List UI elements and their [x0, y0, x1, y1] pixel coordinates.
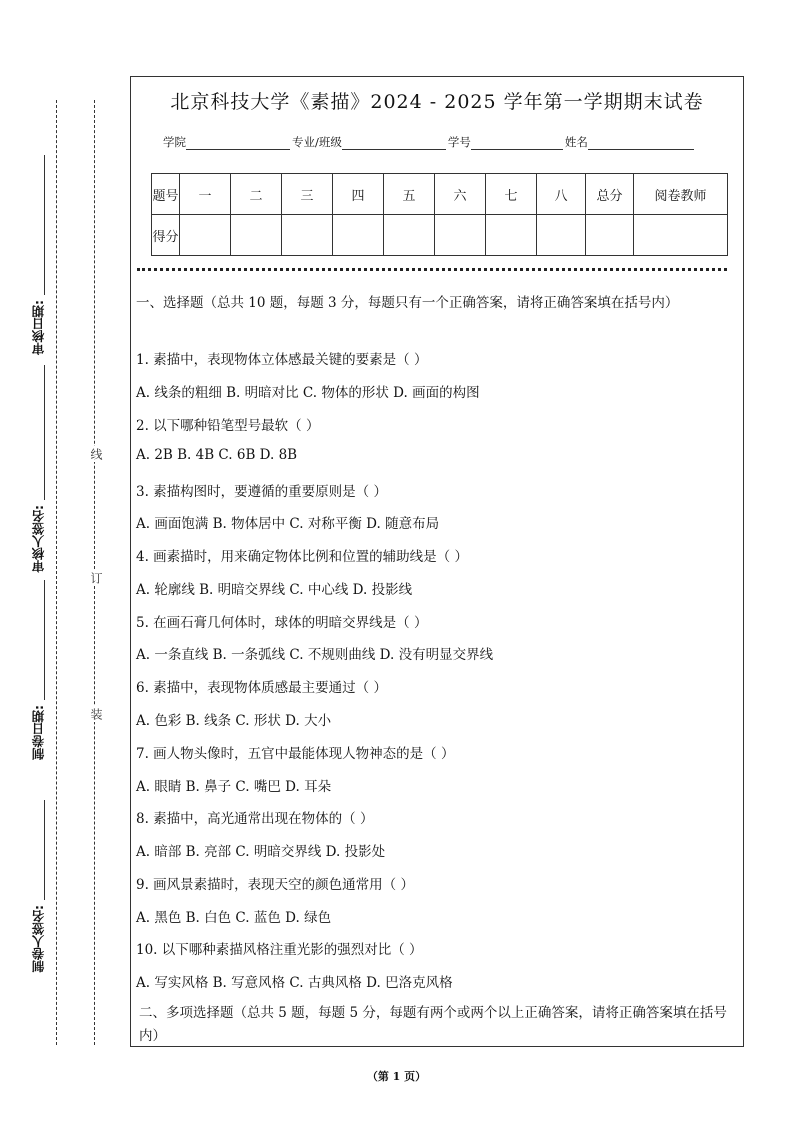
score-cell[interactable]: [282, 215, 333, 256]
question-3-options: A. 画面饱满 B. 物体居中 C. 对称平衡 D. 随意布局: [136, 516, 440, 532]
bind-char-order: 订: [89, 572, 103, 584]
score-cell[interactable]: [634, 215, 728, 256]
name-field[interactable]: [588, 137, 694, 150]
score-cell[interactable]: [384, 215, 435, 256]
reviewer-sign-label: 审核人签名:: [31, 505, 46, 573]
maker-date-underline: [44, 580, 45, 700]
score-row-label: 得分: [152, 215, 180, 256]
question-1-options: A. 线条的粗细 B. 明暗对比 C. 物体的形状 D. 画面的构图: [136, 385, 480, 401]
major-class-field[interactable]: [342, 137, 446, 150]
name-label: 姓名: [564, 135, 588, 149]
score-table: [151, 173, 728, 256]
score-header-cell: 七: [486, 174, 537, 215]
score-table-header-row: [152, 174, 728, 215]
score-header-cell: 六: [435, 174, 486, 215]
score-cell[interactable]: [586, 215, 634, 256]
student-id-field[interactable]: [471, 137, 563, 150]
binding-dashed-line-left: [56, 100, 57, 1045]
score-cell[interactable]: [435, 215, 486, 256]
score-header-cell: 阅卷教师: [634, 174, 728, 215]
score-header-cell: 五: [384, 174, 435, 215]
maker-date-label: 制卷日期:: [31, 705, 46, 760]
question-4: 4. 画素描时，用来确定物体比例和位置的辅助线是（ ）: [136, 549, 468, 565]
question-9: 9. 画风景素描时，表现天空的颜色通常用（ ）: [136, 877, 414, 893]
score-header-cell: 二: [231, 174, 282, 215]
section-1-heading: 一、选择题（总共 10 题，每题 3 分，每题只有一个正确答案，请将正确答案填在括号内）: [136, 295, 679, 311]
score-header-cell: 一: [180, 174, 231, 215]
score-header-cell: 总分: [586, 174, 634, 215]
question-7-options: A. 眼睛 B. 鼻子 C. 嘴巴 D. 耳朵: [136, 779, 332, 795]
major-class-label: 专业/班级: [292, 135, 342, 149]
question-10-options: A. 写实风格 B. 写意风格 C. 古典风格 D. 巴洛克风格: [136, 975, 453, 991]
exam-title: 北京科技大学《素描》2024 - 2025 学年第一学期期末试卷: [170, 91, 704, 113]
maker-sign-underline: [44, 800, 45, 900]
question-1: 1. 素描中，表现物体立体感最关键的要素是（ ）: [136, 352, 428, 368]
score-cell[interactable]: [231, 215, 282, 256]
question-2: 2. 以下哪种铅笔型号最软（ ）: [136, 418, 320, 434]
question-6: 6. 素描中，表现物体质感最主要通过（ ）: [136, 680, 387, 696]
college-label: 学院: [163, 135, 186, 149]
bind-char-install: 装: [89, 708, 103, 720]
score-header-cell: 四: [333, 174, 384, 215]
question-2-options: A. 2B B. 4B C. 6B D. 8B: [136, 447, 298, 463]
exam-frame: [130, 76, 744, 1047]
score-cell[interactable]: [333, 215, 384, 256]
question-4-options: A. 轮廓线 B. 明暗交界线 C. 中心线 D. 投影线: [136, 582, 413, 598]
college-field[interactable]: [186, 137, 290, 150]
score-table-score-row: [152, 215, 728, 256]
score-header-cell: 八: [537, 174, 586, 215]
bind-char-line: 线: [89, 448, 103, 460]
review-date-label: 审核日期:: [31, 300, 46, 355]
review-date-underline: [44, 155, 45, 295]
maker-sign-label: 制卷人签名:: [31, 905, 46, 973]
question-8-options: A. 暗部 B. 亮部 C. 明暗交界线 D. 投影处: [136, 844, 386, 860]
question-9-options: A. 黑色 B. 白色 C. 蓝色 D. 绿色: [136, 910, 332, 926]
dotted-separator: [137, 268, 727, 271]
question-6-options: A. 色彩 B. 线条 C. 形状 D. 大小: [136, 713, 332, 729]
question-10: 10. 以下哪种素描风格注重光影的强烈对比（ ）: [136, 942, 423, 958]
reviewer-sign-underline: [44, 365, 45, 500]
score-cell[interactable]: [537, 215, 586, 256]
score-cell[interactable]: [180, 215, 231, 256]
page-number: （第 1 页）: [366, 1070, 427, 1083]
score-cell[interactable]: [486, 215, 537, 256]
question-7: 7. 画人物头像时，五官中最能体现人物神态的是（ ）: [136, 746, 455, 762]
score-header-cell: 三: [282, 174, 333, 215]
question-5: 5. 在画石膏几何体时，球体的明暗交界线是（ ）: [136, 615, 428, 631]
question-3: 3. 素描构图时，要遵循的重要原则是（ ）: [136, 484, 387, 500]
student-info-row: [163, 134, 696, 150]
student-id-label: 学号: [447, 135, 471, 149]
question-8: 8. 素描中，高光通常出现在物体的（ ）: [136, 811, 374, 827]
score-header-cell: 题号: [152, 174, 180, 215]
section-2-heading: 二、多项选择题（总共 5 题，每题 5 分，每题有两个或两个以上正确答案，请将正确答案填在括号内）: [139, 1005, 727, 1044]
question-5-options: A. 一条直线 B. 一条弧线 C. 不规则曲线 D. 没有明显交界线: [136, 647, 494, 663]
